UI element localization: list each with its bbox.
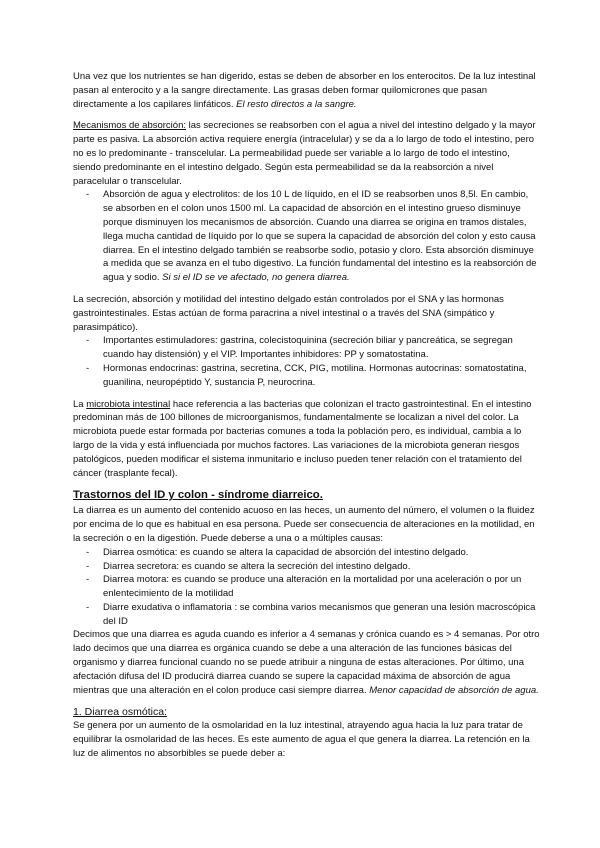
trastornos-closing-italic: Menor capacidad de absorción de agua.: [369, 684, 539, 696]
mecanismos-item-text: Absorción de agua y electrolitos: de los 10 L de líquido, en el ID se reabsorben unos 8,5l. En cambio, se absorben en el colon unos 1500 ml. La capacidad de absorción en el intestino grueso disminuye porque disminuyen los mecanismos de absorción. Cuando una diarrea se origina en tramos distales, llega mucha cantidad de líquido por lo que se supera la capacidad de absorción del colon y esto causa diarrea. En el intestino delgado también se reabsorbe sodio, potasio y cloro. Esta absorción disminuye a medida que se avanza en el tubo digestivo. La función fundamental del intestino es la reabsorción de agua y sodio.: [103, 189, 537, 284]
osmotica-paragraph: Se genera por un aumento de la osmolaridad en la luz intestinal, atrayendo agua hacia la luz para tratar de equilibrar la osmolaridad de las heces. Es este aumento de agua el que genera la diarrea. La retención en la luz de alimentos no absorbibles se puede deber a:: [73, 720, 530, 760]
trastornos-closing-paragraph: [73, 628, 540, 697]
control-list: [73, 334, 540, 389]
intro-italic-text: El resto directos a la sangre.: [236, 98, 357, 110]
list-item: [73, 188, 540, 285]
list-item: - Diarrea motora: es cuando se produce una alteración en la mortalidad por una aceleración o por un enlentecimiento de la motilidad: [73, 573, 540, 601]
mecanismos-paragraph: [73, 119, 540, 188]
osmotica-heading: 1. Diarrea osmótica:: [73, 706, 167, 719]
mecanismos-list: [73, 188, 540, 285]
list-item: - Hormonas endocrinas: gastrina, secretina, CCK, PIG, motilina. Hormonas autocrinas: somatostatina, guanilina, neuropéptido Y, sustancia P, neurocrina.: [73, 362, 540, 390]
trastornos-closing-text: Decimos que una diarrea es aguda cuando es inferior a 4 semanas y crónica cuando es > 4 semanas. Por otro lado decimos que una diarrea es orgánica cuando se debe a una alteración de las funciones básicas del organismo y diarrea funcional cuando no se puede atribuir a ninguna de estas alteraciones. Por último, una afectación difusa del ID producirá diarrea cuando se supere la capacidad máxima de absorción de agua mientras que una alteración en el colon produce casi siempre diarrea.: [73, 629, 540, 696]
intro-text: Una vez que los nutrientes se han digerido, estas se deben de absorber en los enterocitos. De la luz intestinal pasan al enterocito y a la sangre directamente. Las grasas deben formar quilomicrones que pasan directamente a los capilares linfáticos.: [73, 71, 536, 110]
trastornos-list: [73, 546, 540, 629]
intro-paragraph: [73, 70, 540, 111]
microbiota-text: hace referencia a las bacterias que colonizan el tracto gastrointestinal. En el intestino predominan más de 100 billones de microorganismos, fundamentalmente se localizan a nivel del color. La microbiota puede estar formada por bacterias comunes a toda la población pero, es individual, cambia a lo largo de la vida y está influenciada por muchos factores. Las variaciones de la microbiota generan riesgos patológicos, pueden modificar el sistema inmunitario e incluso pueden tener relación con el tratamiento del cáncer (trasplante fecal).: [73, 398, 532, 479]
trastornos-heading: Trastornos del ID y colon - síndrome diarreico.: [73, 489, 323, 502]
microbiota-term: microbiota intestinal: [86, 398, 171, 410]
list-item: - Diarrea secretora: es cuando se altera la secreción del intestino delgado.: [73, 560, 540, 574]
list-item: - Diarrea osmótica: es cuando se altera la capacidad de absorción del intestino delgado.: [73, 546, 540, 560]
trastornos-paragraph: La diarrea es un aumento del contenido acuoso en las heces, un aumento del número, el volumen o la fluidez por encima de lo que es habitual en esa persona. Puede ser consecuencia de alteraciones en la motilidad, en la secreción o en la digestión. Puede deberse a una o a múltiples causas:: [73, 505, 535, 544]
microbiota-paragraph: [73, 398, 540, 481]
list-item: - Diarre exudativa o inflamatoria : se combina varios mecanismos que generan una lesión macroscópica del ID: [73, 601, 540, 629]
mecanismos-text: las secreciones se reabsorben con el agua a nivel del intestino delgado y la mayor parte es pasiva. La absorción activa requiere energía (intracelular) y se da a lo largo de todo el intestino, pero no es lo predominante - transcelular. La permeabilidad puede ser variable a lo largo de todo el intestino, siendo predominante en el intestino delgado. Según esta permeabilidad se da la reabsorción a nivel paracelular o transcelular.: [73, 120, 536, 187]
list-item: - Importantes estimuladores: gastrina, colecistoquinina (secreción biliar y pancreática, se segregan cuando hay distensión) y el VIP. Importantes inhibidores: PP y somatostatina.: [73, 334, 540, 362]
microbiota-pre: La: [73, 398, 87, 410]
control-paragraph: La secreción, absorción y motilidad del intestino delgado están controlados por el SNA y las hormonas gastrointestinales. Estas actúan de forma paracrina a nivel intestinal o a través del SNA (simpático y parasimpático).: [73, 293, 504, 333]
mecanismos-heading: Mecanismos de absorción:: [73, 120, 186, 132]
mecanismos-item-italic: Si si el ID se ve afectado, no genera diarrea.: [162, 272, 350, 284]
